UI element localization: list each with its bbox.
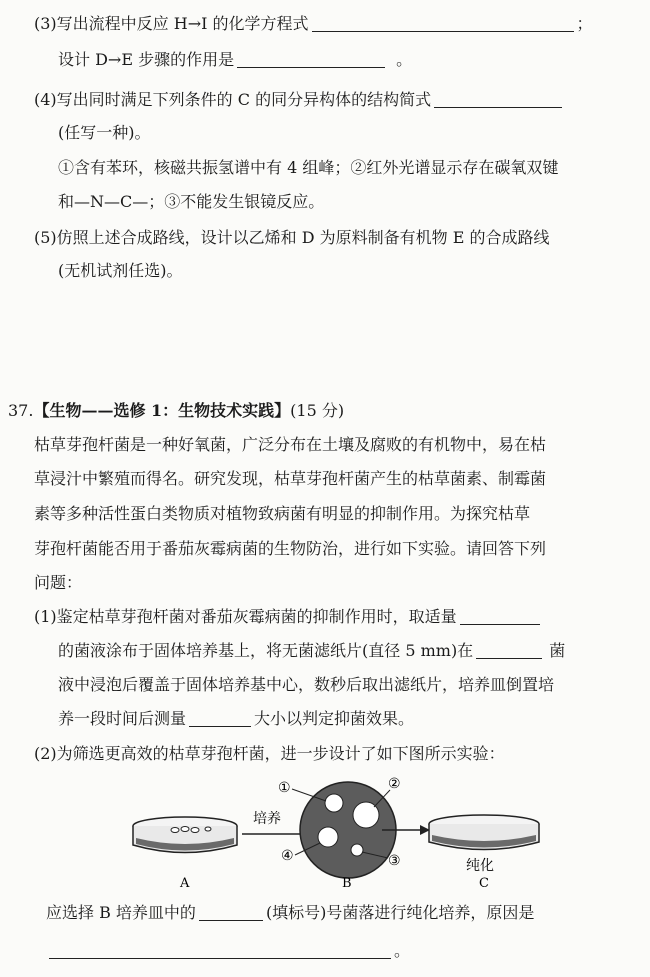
q37-intro-line-5: 问题： (34, 573, 83, 592)
q5-line2: (无机试剂任选)。 (58, 261, 183, 280)
colony-label-2: ② (388, 776, 401, 792)
dish-a (133, 817, 237, 853)
q37-p2-answer-line (46, 902, 534, 924)
q3-line2-text: 设计 D→E 步骤的作用是 (58, 50, 235, 69)
q37-p2-answer-before: 应选择 B 培养皿中的 (46, 903, 196, 922)
q37-p1-line4 (58, 708, 414, 730)
purify-label: 纯化 (466, 858, 494, 874)
colony-1 (325, 794, 343, 812)
colony-label-3: ③ (388, 853, 401, 869)
q4-line4: 和—N—C—；③不能发生银镜反应。 (58, 192, 325, 211)
q4-line2: (任写一种)。 (58, 123, 151, 142)
q37-p1-line1 (34, 606, 543, 628)
colony-4 (318, 827, 338, 847)
colony-label-1: ① (278, 780, 291, 796)
arrow-culture-label: 培养 (253, 811, 281, 827)
q37-p2-reason-blank[interactable] (49, 942, 391, 959)
q37-p2-line1: (2)为筛选更高效的枯草芽孢杆菌，进一步设计了如下图所示实验： (34, 744, 505, 763)
q3-purpose-blank[interactable] (237, 51, 385, 68)
q37-intro-line-4: 芽孢杆菌能否用于番茄灰霉病菌的生物防治，进行如下实验。请回答下列 (34, 539, 547, 558)
q3-line2 (58, 49, 412, 71)
q3-equation-blank[interactable] (312, 15, 574, 32)
q4-line1 (34, 89, 565, 111)
q37-header (8, 400, 344, 422)
q37-intro-line-3: 素等多种活性蛋白类物质对植物致病菌有明显的抑制作用。为探究枯草 (34, 504, 531, 523)
q5-line1: (5)仿照上述合成路线，设计以乙烯和 D 为原料制备有机物 E 的合成路线 (34, 228, 550, 247)
q37-p1-blank-2[interactable] (476, 642, 542, 659)
q3-line2-end: 。 (396, 50, 413, 69)
q37-p2-reason-line (46, 940, 410, 962)
q3-line1 (34, 13, 593, 35)
q3-line1-end: ； (576, 14, 593, 33)
q37-title: 【生物——选修 1：生物技术实践】 (33, 401, 291, 420)
dish-b (278, 776, 401, 878)
dish-label-c: C (479, 876, 489, 891)
q37-intro-line-2: 草浸汁中繁殖而得名。研究发现，枯草芽孢杆菌产生的枯草菌素、制霉菌 (34, 469, 547, 488)
q37-p2-answer-end: 。 (394, 941, 411, 960)
experiment-figure (130, 768, 550, 893)
dish-label-a: A (180, 876, 190, 891)
q37-p1-line2-after: 菌 (549, 641, 566, 660)
colony-label-4: ④ (281, 848, 294, 864)
q37-p1-blank-3[interactable] (189, 710, 251, 727)
q37-p1-line4-after: 大小以判定抑菌效果。 (254, 709, 415, 728)
dish-label-b: B (342, 876, 352, 891)
q37-intro-line-1: 枯草芽孢杆菌是一种好氧菌，广泛分布在土壤及腐败的有机物中，易在枯 (34, 435, 547, 454)
q37-p1-line1-text: (1)鉴定枯草芽孢杆菌对番茄灰霉病菌的抑制作用时，取适量 (34, 607, 457, 626)
q37-score: (15 分) (290, 401, 345, 420)
q3-line1-text: (3)写出流程中反应 H→I 的化学方程式 (34, 14, 309, 33)
q37-p1-blank-1[interactable] (460, 608, 540, 625)
q4-line1-text: (4)写出同时满足下列条件的 C 的同分异构体的结构简式 (34, 90, 432, 109)
colony-3 (351, 844, 363, 856)
q37-p1-line2-before: 的菌液涂布于固体培养基上，将无菌滤纸片(直径 5 mm)在 (58, 641, 474, 660)
q37-number: 37. (8, 401, 34, 420)
q37-p1-line2 (58, 640, 565, 662)
q4-structure-blank[interactable] (434, 91, 562, 108)
q37-p1-line4-before: 养一段时间后测量 (58, 709, 187, 728)
q37-p2-colony-blank[interactable] (199, 904, 263, 921)
q4-line3: ①含有苯环，核磁共振氢谱中有 4 组峰；②红外光谱显示存在碳氧双键 (58, 158, 559, 177)
q37-p2-answer-after: (填标号)号菌落进行纯化培养，原因是 (265, 903, 535, 922)
q37-p1-line3: 液中浸泡后覆盖于固体培养基中心，数秒后取出滤纸片，培养皿倒置培 (58, 675, 555, 694)
dish-c (429, 815, 539, 874)
